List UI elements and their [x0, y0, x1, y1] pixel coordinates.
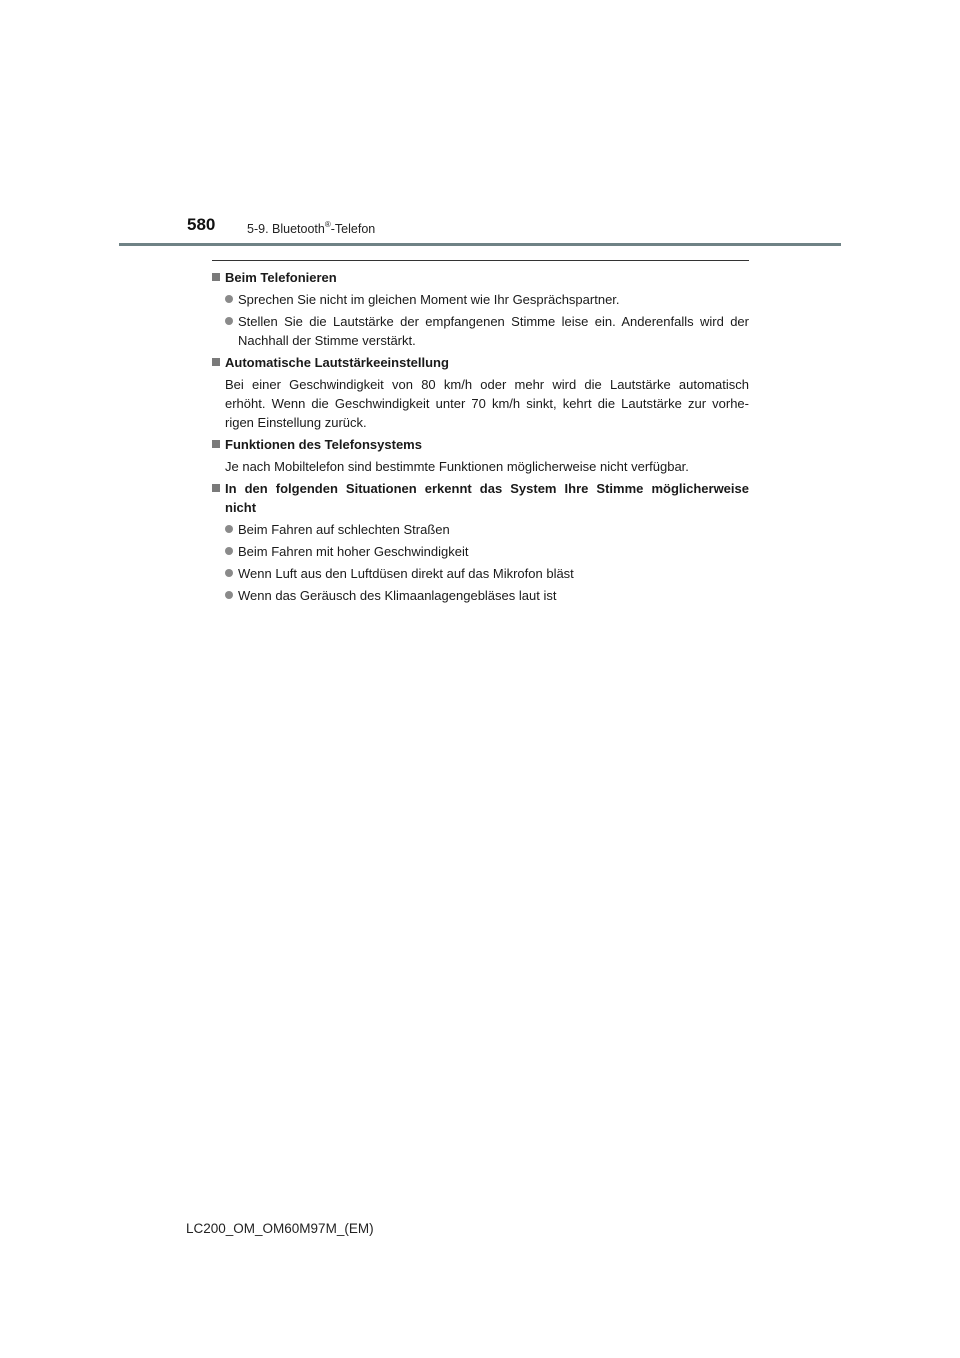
round-bullet-icon: [225, 591, 233, 599]
heading-text: [225, 479, 749, 517]
list-item-text: Beim Fahren mit hoher Geschwindigkeit: [238, 544, 469, 559]
paragraph-line: Je nach Mobiltelefon sind bestimmte Funktionen möglicherweise nicht verfügbar.: [225, 459, 689, 474]
header-rule: [119, 243, 841, 246]
list-item-text: Wenn Luft aus den Luftdüsen direkt auf das Mikrofon bläst: [238, 566, 574, 581]
heading-beim-telefonieren: [212, 268, 749, 287]
page-number: 580: [187, 215, 216, 234]
paragraph-line: rigen Einstellung zurück.: [225, 415, 367, 430]
list-item: [212, 586, 749, 605]
heading-text: Beim Telefonieren: [225, 270, 337, 285]
list-item: [212, 542, 749, 561]
paragraph-line: erhöht. Wenn die Geschwindigkeit unter 70 km/h sinkt, kehrt die Lautstärke zur vorhe-: [225, 396, 749, 411]
square-bullet-icon: [212, 440, 220, 448]
content-rule: [212, 260, 749, 261]
round-bullet-icon: [225, 547, 233, 555]
list-item-text: Beim Fahren auf schlechten Straßen: [238, 522, 450, 537]
heading-automatische-lautstaerkeeinstellung: [212, 353, 749, 372]
list-item-text: Wenn das Geräusch des Klimaanlagengebläses laut ist: [238, 588, 557, 603]
section-title-prefix: 5-9. Bluetooth: [247, 222, 325, 237]
square-bullet-icon: [212, 358, 220, 366]
heading-line: In den folgenden Situationen erkennt das System Ihre Stimme möglicherweise: [225, 481, 749, 496]
paragraph-functions: [212, 457, 749, 476]
section-title-suffix: -Telefon: [330, 222, 376, 237]
square-bullet-icon: [212, 273, 220, 281]
list-item-text: Sprechen Sie nicht im gleichen Moment wie Ihr Gesprächspartner.: [238, 292, 620, 307]
round-bullet-icon: [225, 317, 233, 325]
heading-text: Automatische Lautstärkeeinstellung: [225, 355, 449, 370]
round-bullet-icon: [225, 295, 233, 303]
section-title: [247, 221, 375, 236]
paragraph-line: Bei einer Geschwindigkeit von 80 km/h oder mehr wird die Lautstärke automatisch: [225, 377, 749, 392]
square-bullet-icon: [212, 484, 220, 492]
heading-line: nicht: [225, 500, 257, 515]
round-bullet-icon: [225, 525, 233, 533]
page-content: [212, 268, 749, 608]
list-item: [212, 520, 749, 539]
paragraph-volume: [212, 375, 749, 432]
registered-mark: ®: [324, 220, 331, 229]
list-item: [212, 290, 749, 309]
list-item: [212, 564, 749, 583]
list-item-text: Stellen Sie die Lautstärke der empfangenen Stimme leise ein. Anderenfalls wird der Nachhall der Stimme verstärkt.: [238, 314, 749, 348]
list-item: [212, 312, 749, 350]
heading-text: Funktionen des Telefonsystems: [225, 437, 422, 452]
round-bullet-icon: [225, 569, 233, 577]
heading-funktionen-telefonsystem: [212, 435, 749, 454]
heading-spracherkennung: [212, 479, 749, 517]
footer-document-code: LC200_OM_OM60M97M_(EM): [186, 1221, 374, 1236]
